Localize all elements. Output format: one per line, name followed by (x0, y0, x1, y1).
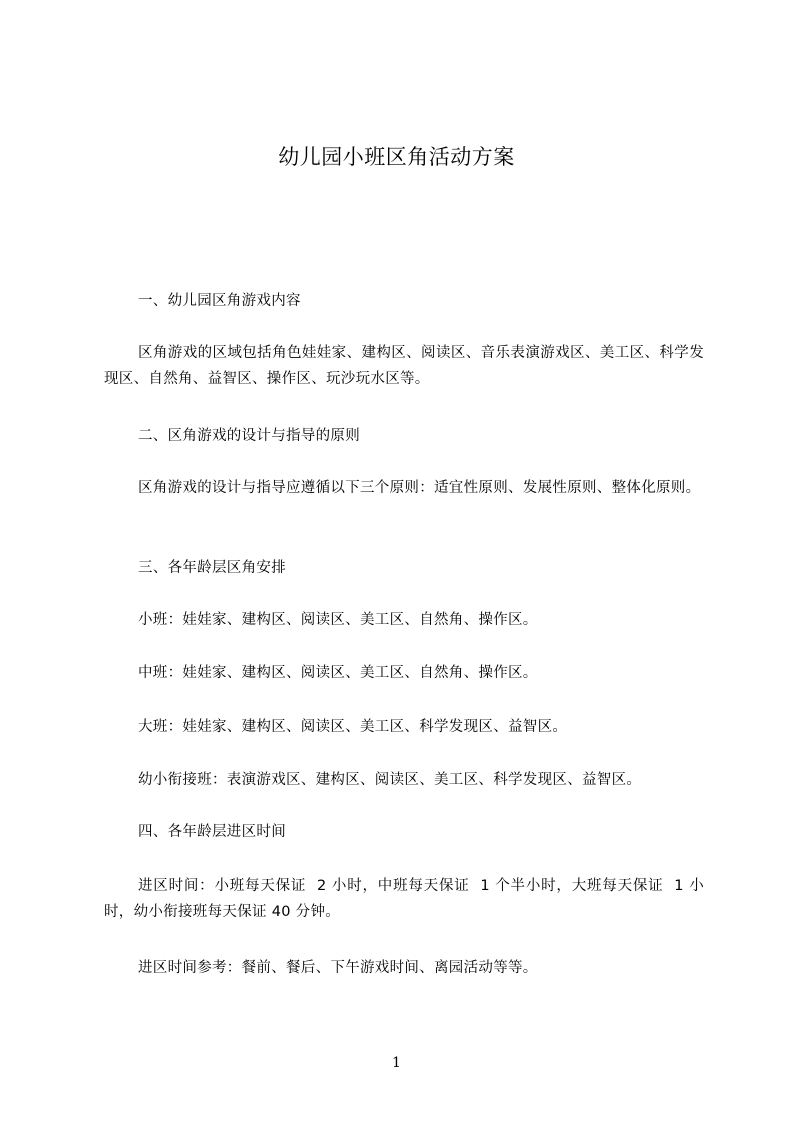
section-heading-1: 一、幼儿园区角游戏内容 (138, 293, 301, 309)
bridge-class-areas: 幼小衔接班：表演游戏区、建构区、阅读区、美工区、科学发现区、益智区。 (138, 772, 642, 788)
section-heading-3: 三、各年龄层区角安排 (138, 560, 286, 576)
small-class-areas: 小班：娃娃家、建构区、阅读区、美工区、自然角、操作区。 (138, 612, 538, 628)
middle-class-areas: 中班：娃娃家、建构区、阅读区、美工区、自然角、操作区。 (138, 665, 538, 681)
large-class-areas: 大班：娃娃家、建构区、阅读区、美工区、科学发现区、益智区。 (138, 719, 568, 735)
paragraph-area-content: 区角游戏的区域包括角色娃娃家、建构区、阅读区、音乐表演游戏区、美工区、科学发现区、自然角、益智区、操作区、玩沙玩水区等。 (104, 345, 704, 387)
paragraph-entry-time: 进区时间：小班每天保证 2 小时，中班每天保证 1 个半小时，大班每天保证 1 小时，幼小衔接班每天保证 40 分钟。 (104, 878, 704, 920)
document-title: 幼儿园小班区角活动方案 (278, 145, 515, 169)
paragraph-principles: 区角游戏的设计与指导应遵循以下三个原则：适宜性原则、发展性原则、整体化原则。 (138, 480, 701, 496)
paragraph-entry-reference: 进区时间参考：餐前、餐后、下午游戏时间、离园活动等等。 (138, 960, 538, 976)
page-number: 1 (392, 1055, 401, 1071)
section-heading-2: 二、区角游戏的设计与指导的原则 (138, 428, 360, 444)
section-heading-4: 四、各年龄层进区时间 (138, 824, 286, 840)
